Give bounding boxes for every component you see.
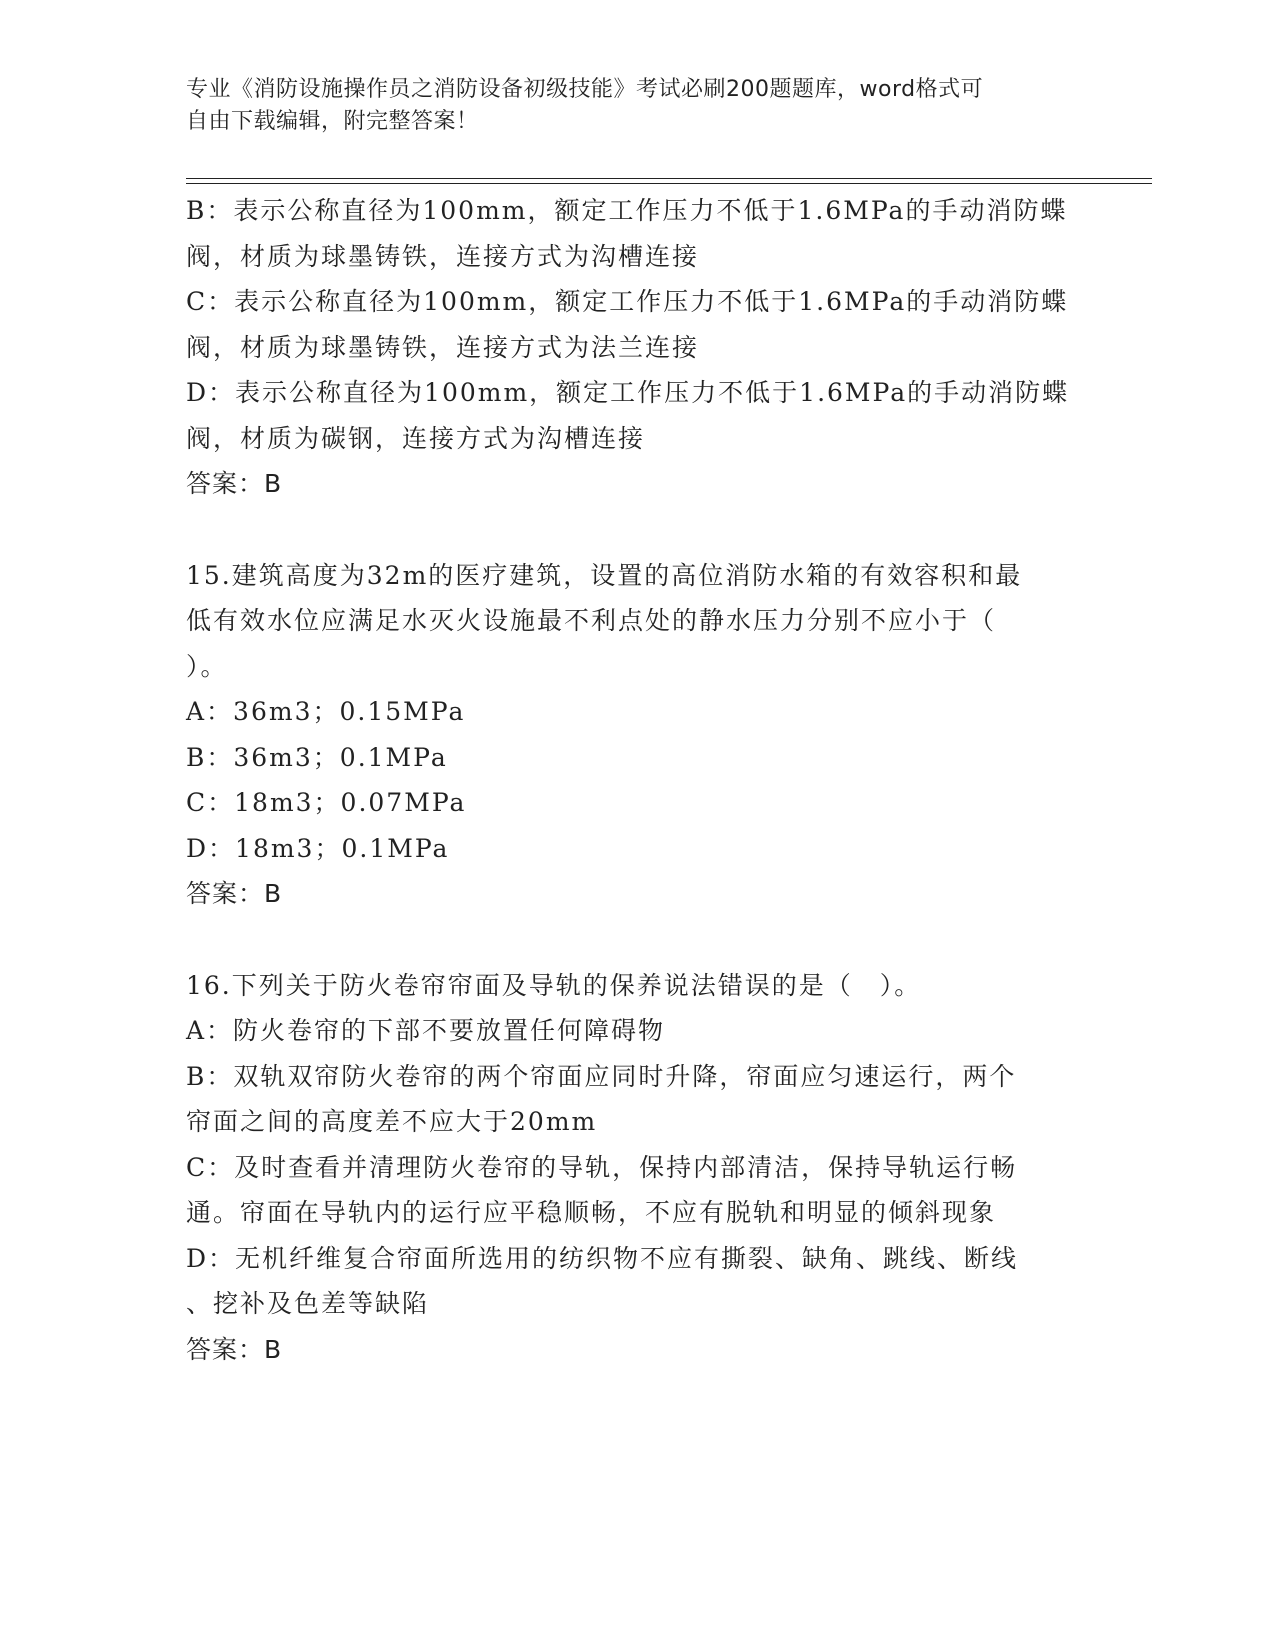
option-c-line-1: C：及时查看并清理防火卷帘的导轨，保持内部清洁，保持导轨运行畅 <box>186 1152 1018 1182</box>
option-b: B：36m3；0.1MPa <box>186 742 448 772</box>
header-rule-top <box>186 178 1152 179</box>
option-b-line-2: 帘面之间的高度差不应大于20mm <box>186 1107 598 1136</box>
option-c-line-2: 通。帘面在导轨内的运行应平稳顺畅，不应有脱轨和明显的倾斜现象 <box>186 1198 997 1227</box>
option-d-line-2: 、挖补及色差等缺陷 <box>186 1289 430 1318</box>
spacer <box>186 507 1086 553</box>
option-d-line-1: D：无机纤维复合帘面所选用的纺织物不应有撕裂、缺角、跳线、断线 <box>186 1243 1019 1273</box>
option-d-line-2: 阀，材质为碳钢，连接方式为沟槽连接 <box>186 423 646 453</box>
question-14 <box>186 188 1086 507</box>
option-a: A：防火卷帘的下部不要放置任何障碍物 <box>186 1016 666 1045</box>
answer: 答案：B <box>186 879 283 908</box>
question-15 <box>186 553 1086 917</box>
option-b-line-1: B：表示公称直径为100mm，额定工作压力不低于1.6MPa的手动消防蝶 <box>186 196 1068 225</box>
header-line-1: 专业《消防设施操作员之消防设备初级技能》考试必刷200题题库，word格式可 <box>186 77 984 102</box>
spacer <box>186 917 1086 963</box>
option-c-line-2: 阀，材质为球墨铸铁，连接方式为法兰连接 <box>186 332 700 362</box>
answer: 答案：B <box>186 469 283 498</box>
option-b-line-1: B：双轨双帘防火卷帘的两个帘面应同时升降，帘面应匀速运行，两个 <box>186 1061 1017 1091</box>
option-d-line-1: D：表示公称直径为100mm，额定工作压力不低于1.6MPa的手动消防蝶 <box>186 378 1070 407</box>
document-body <box>186 188 1086 1372</box>
answer: 答案：B <box>186 1334 283 1364</box>
option-d: D：18m3；0.1MPa <box>186 833 450 863</box>
question-stem-line-2: 低有效水位应满足水灭火设施最不利点处的静水压力分别不应小于（ <box>186 606 997 635</box>
question-16 <box>186 963 1086 1373</box>
option-c: C：18m3；0.07MPa <box>186 788 467 817</box>
question-stem-line-1: 15.建筑高度为32m的医疗建筑，设置的高位消防水箱的有效容积和最 <box>186 560 1023 590</box>
option-c-line-1: C：表示公称直径为100mm，额定工作压力不低于1.6MPa的手动消防蝶 <box>186 287 1069 316</box>
option-b-line-2: 阀，材质为球墨铸铁，连接方式为沟槽连接 <box>186 241 700 271</box>
option-a: A：36m3；0.15MPa <box>186 697 466 726</box>
document-header <box>186 74 1066 138</box>
header-rule-bottom <box>186 183 1152 184</box>
question-stem-line-3: ）。 <box>186 651 228 681</box>
header-line-2: 自由下载编辑，附完整答案！ <box>186 109 479 134</box>
question-stem-line-1: 16.下列关于防火卷帘帘面及导轨的保养说法错误的是（ ）。 <box>186 970 922 1000</box>
